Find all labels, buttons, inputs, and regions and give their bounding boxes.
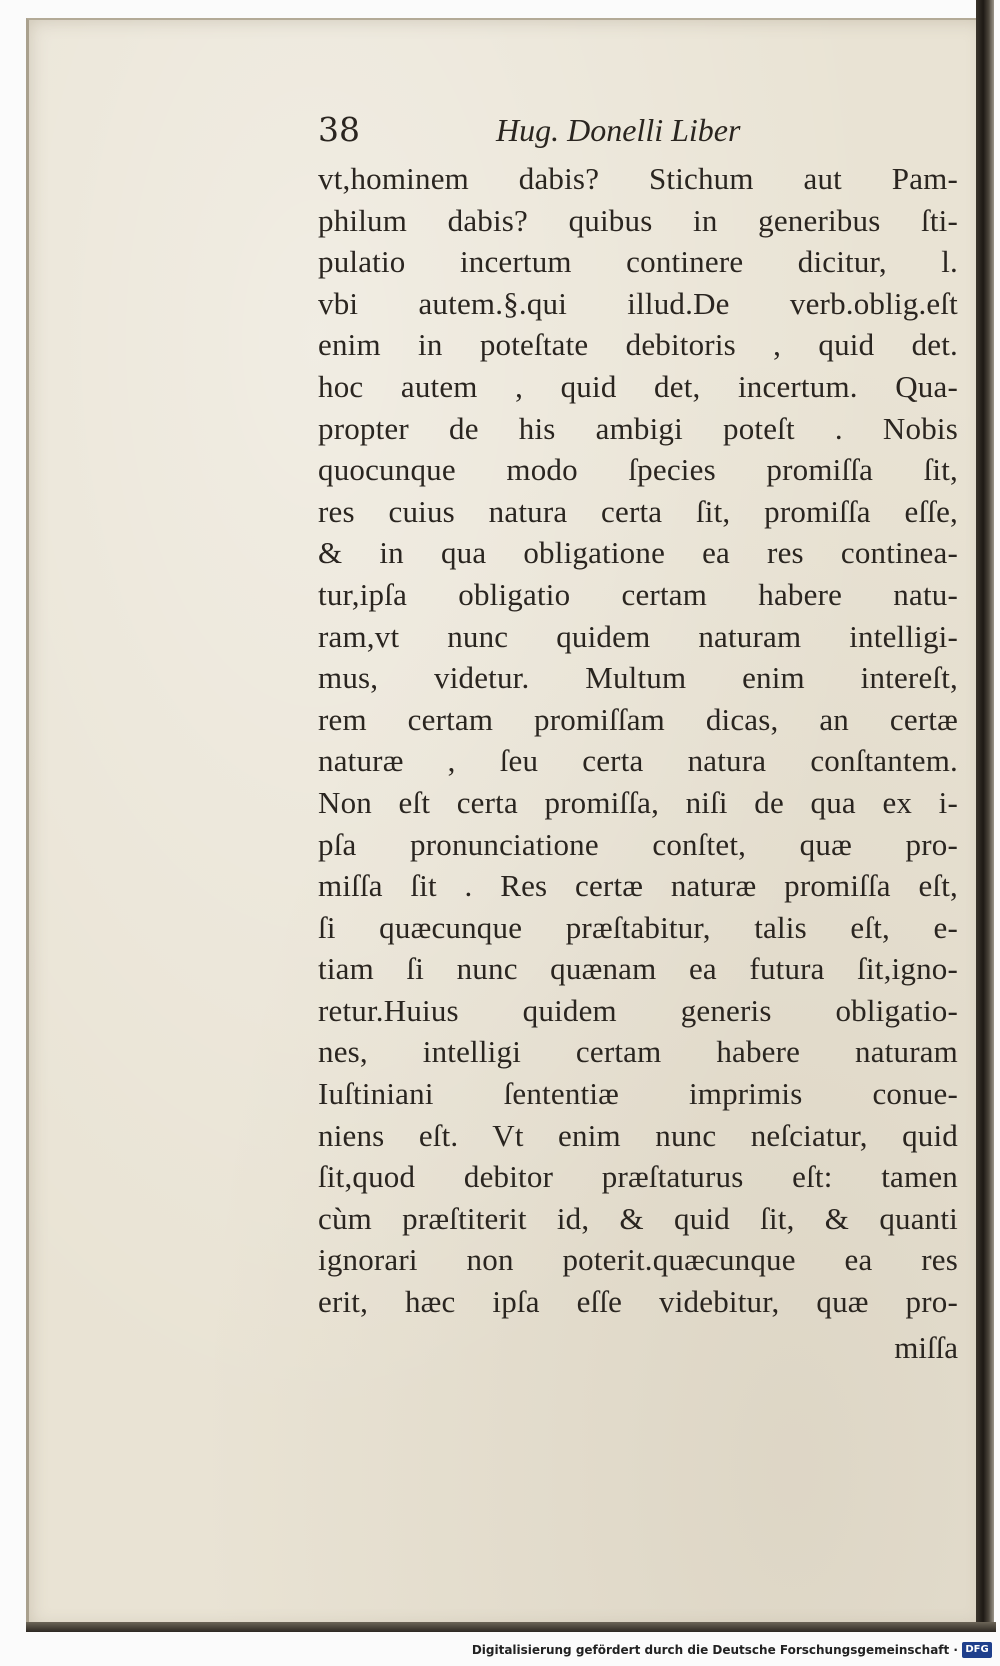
text-line: ram,vt nunc quidem naturam intelligi- [318, 618, 958, 654]
text-line: quocunque modo ſpecies promiſſa ſit, [318, 452, 958, 488]
text-line: ſi quæcunque præſtabitur, talis eſt, e- [318, 909, 958, 945]
page-number: 38 [318, 110, 360, 149]
credit-text: Digitalisierung gefördert durch die Deutsche Forschungsgemeinschaft · [471, 1643, 958, 1657]
text-line: ſit,quod debitor præſtaturus eſt: tamen [318, 1159, 958, 1195]
text-line: nes, intelligi certam habere naturam [318, 1034, 958, 1070]
text-line: vbi autem.§.qui illud.De verb.oblig.eſt [318, 285, 958, 321]
text-line: pulatio incertum continere dicitur, l. [318, 244, 958, 280]
text-line: propter de his ambigi poteſt . Nobis [318, 410, 958, 446]
text-line: philum dabis? quibus in generibus ſti- [318, 202, 958, 238]
book-bottom-edge [26, 1622, 996, 1632]
digitization-credit [0, 1640, 1000, 1660]
text-line: mus, videtur. Multum enim intereſt, [318, 660, 958, 696]
text-line: Iuſtiniani ſententiæ imprimis conue- [318, 1076, 958, 1112]
text-line: cùm præſtiterit id, & quid ſit, & quanti [318, 1200, 958, 1236]
text-line: ignorari non poterit.quæcunque ea res [318, 1242, 958, 1278]
book-edge [976, 0, 994, 1630]
text-line: hoc autem , quid det, incertum. Qua- [318, 368, 958, 404]
running-head [318, 108, 958, 152]
text-line: pſa pronunciatione conſtet, quæ pro- [318, 826, 958, 862]
text-line: erit, hæc ipſa eſſe videbitur, quæ pro- [318, 1284, 958, 1320]
text-line: tur,ipſa obligatio certam habere natu- [318, 576, 958, 612]
text-line: Non eſt certa promiſſa, niſi de qua ex i- [318, 784, 958, 820]
catchword-row [318, 1328, 958, 1368]
text-line: tiam ſi nunc quænam ea futura ſit,igno- [318, 951, 958, 987]
text-line: naturæ , ſeu certa natura conſtantem. [318, 743, 958, 779]
dfg-logo: DFG [962, 1642, 992, 1658]
text-line: enim in poteſtate debitoris , quid det. [318, 327, 958, 363]
text-block [318, 108, 958, 1365]
text-line: niens eſt. Vt enim nunc neſciatur, quid [318, 1117, 958, 1153]
body-text [318, 158, 958, 1323]
catchword: miſſa [894, 1330, 958, 1365]
text-line: miſſa ſit . Res certæ naturæ promiſſa eſt, [318, 868, 958, 904]
text-line: retur.Huius quidem generis obligatio- [318, 992, 958, 1028]
text-line: res cuius natura certa ſit, promiſſa eſſe, [318, 493, 958, 529]
text-line: & in qua obligatione ea res continea- [318, 535, 958, 571]
text-line: vt,hominem dabis? Stichum aut Pam- [318, 161, 958, 196]
text-line: rem certam promiſſam dicas, an certæ [318, 701, 958, 737]
running-title: Hug. Donelli Liber [496, 112, 741, 148]
